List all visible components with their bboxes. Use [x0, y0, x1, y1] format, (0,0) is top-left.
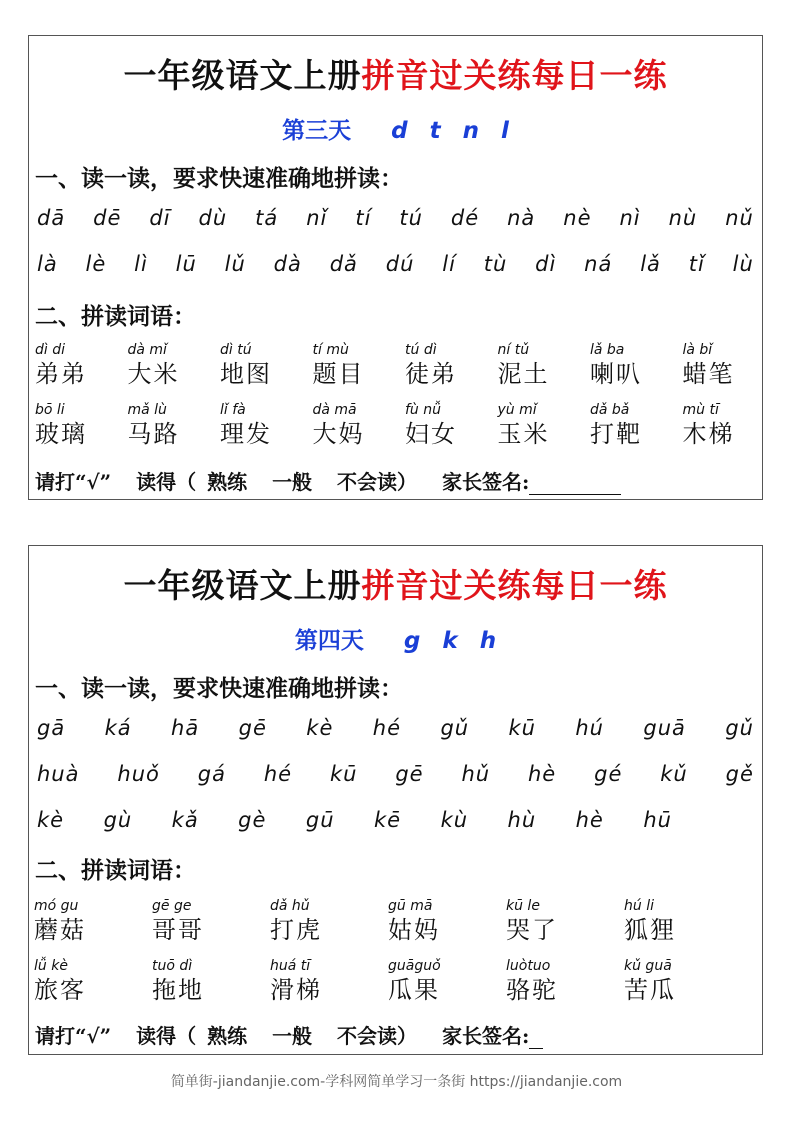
- day-letters: g k h: [403, 628, 497, 654]
- word-characters: 拖地: [152, 976, 204, 1004]
- pinyin-syllable: tǐ: [688, 252, 705, 276]
- pinyin-syllable: tá: [255, 206, 279, 230]
- title-red: 拼音过关练每日一练: [361, 56, 668, 95]
- footer-rating: [35, 1020, 756, 1049]
- pinyin-syllable: kè: [37, 808, 65, 832]
- word-pinyin: mù tī: [682, 402, 719, 418]
- word-pinyin: bō li: [35, 402, 65, 418]
- read-label: 读得（: [136, 1024, 197, 1048]
- word-item: [590, 342, 680, 390]
- title-black: 一年级语文上册: [123, 56, 362, 95]
- pinyin-syllable: lí: [442, 252, 456, 276]
- word-item: [506, 898, 596, 946]
- syllable-row: [37, 716, 754, 740]
- pinyin-syllable: nù: [668, 206, 698, 230]
- pinyin-syllable: hū: [643, 808, 672, 832]
- word-item: [683, 402, 773, 450]
- word-pinyin: yù mǐ: [497, 402, 537, 418]
- word-item: [152, 898, 242, 946]
- pinyin-syllable: huǒ: [117, 762, 160, 786]
- word-characters: 哭了: [506, 916, 558, 944]
- syllable-row: [37, 252, 754, 276]
- syllable-row: [37, 206, 754, 230]
- pinyin-syllable: gě: [725, 762, 754, 786]
- footer-rating: [35, 466, 756, 495]
- word-pinyin: tuō dì: [152, 958, 193, 974]
- pinyin-syllable: lì: [134, 252, 148, 276]
- word-item: [405, 342, 495, 390]
- pinyin-syllable: hè: [528, 762, 557, 786]
- pinyin-syllable: gǔ: [440, 716, 470, 740]
- pinyin-syllable: gé: [594, 762, 623, 786]
- signature-line[interactable]: [529, 476, 621, 495]
- word-pinyin: dì tú: [220, 342, 252, 358]
- syllable-row: [37, 762, 754, 786]
- word-item: [498, 342, 588, 390]
- word-characters: 徒弟: [405, 360, 457, 388]
- word-item: [313, 342, 403, 390]
- mark-instruction: 请打“√”: [35, 470, 112, 494]
- pinyin-syllable: nè: [563, 206, 592, 230]
- word-pinyin: mó gu: [34, 898, 79, 914]
- word-characters: 蜡笔: [682, 360, 735, 388]
- word-characters: 地图: [220, 360, 272, 388]
- word-row: [29, 402, 762, 454]
- pinyin-syllable: huà: [37, 762, 80, 786]
- pinyin-syllable: nà: [507, 206, 536, 230]
- section-words-heading: 二、拼读词语：: [35, 857, 196, 884]
- pinyin-syllable: kè: [306, 716, 334, 740]
- pinyin-syllable: lǔ: [224, 252, 246, 276]
- word-item: [506, 958, 596, 1006]
- pinyin-syllable: guā: [643, 716, 686, 740]
- word-item: [388, 958, 478, 1006]
- pinyin-syllable: hé: [372, 716, 402, 740]
- option-fluent[interactable]: 熟练: [207, 470, 248, 494]
- word-item: [313, 402, 403, 450]
- day-label: [29, 622, 762, 655]
- word-characters: 题目: [312, 360, 365, 388]
- option-cannot[interactable]: 不会读）: [337, 1024, 418, 1048]
- pinyin-syllable: kǔ: [660, 762, 688, 786]
- word-pinyin: ní tǔ: [497, 342, 530, 358]
- pinyin-syllable: lè: [85, 252, 107, 276]
- word-characters: 打虎: [270, 916, 322, 944]
- pinyin-syllable: lù: [732, 252, 754, 276]
- word-item: [683, 342, 773, 390]
- pinyin-syllable: dǎ: [329, 252, 358, 276]
- pinyin-syllable: hè: [575, 808, 604, 832]
- word-characters: 喇叭: [590, 360, 642, 388]
- pinyin-syllable: dē: [93, 206, 122, 230]
- section-read-heading: 一、读一读，要求快速准确地拼读：: [35, 675, 403, 702]
- pinyin-syllable: gā: [37, 716, 66, 740]
- pinyin-syllable: kū: [329, 762, 358, 786]
- read-label: 读得（: [136, 470, 197, 494]
- worksheet-day4: [28, 545, 763, 1055]
- word-characters: 妇女: [405, 420, 457, 448]
- word-item: [152, 958, 242, 1006]
- word-characters: 狐狸: [624, 916, 676, 944]
- option-average[interactable]: 一般: [272, 470, 313, 494]
- word-characters: 滑梯: [270, 976, 322, 1004]
- pinyin-syllable: kǎ: [171, 808, 199, 832]
- word-pinyin: fù nǚ: [405, 402, 441, 418]
- pinyin-syllable: ká: [104, 716, 132, 740]
- word-characters: 泥土: [497, 360, 550, 388]
- word-pinyin: lǚ kè: [34, 958, 68, 974]
- word-item: [270, 958, 360, 1006]
- word-item: [34, 958, 124, 1006]
- word-pinyin: gē ge: [152, 898, 192, 914]
- word-pinyin: kū le: [506, 898, 540, 914]
- pinyin-syllable: gē: [238, 716, 267, 740]
- word-characters: 蘑菇: [34, 916, 86, 944]
- word-item: [498, 402, 588, 450]
- pinyin-syllable: dā: [37, 206, 66, 230]
- word-characters: 旅客: [34, 976, 86, 1004]
- pinyin-syllable: hù: [507, 808, 537, 832]
- word-pinyin: dǎ hǔ: [270, 898, 310, 914]
- word-pinyin: dà mǐ: [127, 342, 167, 358]
- pinyin-syllable: là: [37, 252, 58, 276]
- pinyin-syllable: kē: [374, 808, 402, 832]
- word-pinyin: dǎ bǎ: [590, 402, 630, 418]
- pinyin-syllable: kù: [440, 808, 469, 832]
- word-row: [29, 342, 762, 394]
- worksheet-title: [29, 560, 762, 607]
- word-characters: 姑妈: [388, 916, 440, 944]
- pinyin-syllable: dì: [535, 252, 557, 276]
- word-item: [270, 898, 360, 946]
- word-characters: 玉米: [497, 420, 550, 448]
- pinyin-syllable: tù: [483, 252, 508, 276]
- word-item: [35, 402, 125, 450]
- syllable-row: [37, 808, 672, 832]
- word-pinyin: gū mā: [388, 898, 433, 914]
- parent-sign-label: 家长签名:: [442, 470, 530, 494]
- pinyin-syllable: gū: [305, 808, 335, 832]
- pinyin-syllable: dú: [385, 252, 415, 276]
- worksheet-title: [29, 50, 762, 97]
- pinyin-syllable: tí: [355, 206, 372, 230]
- word-pinyin: luòtuo: [506, 958, 551, 974]
- day-number: 第三天: [282, 118, 352, 144]
- word-item: [405, 402, 495, 450]
- word-pinyin: huá tī: [270, 958, 311, 974]
- pinyin-syllable: gǔ: [725, 716, 754, 740]
- pinyin-syllable: dù: [198, 206, 228, 230]
- word-pinyin: tí mù: [312, 342, 349, 358]
- word-item: [220, 402, 310, 450]
- word-characters: 马路: [127, 420, 180, 448]
- pinyin-syllable: gá: [197, 762, 226, 786]
- parent-sign-label: 家长签名:: [442, 1024, 530, 1048]
- word-characters: 弟弟: [35, 360, 87, 388]
- mark-instruction: 请打“√”: [35, 1024, 112, 1048]
- title-black: 一年级语文上册: [123, 566, 362, 605]
- word-item: [128, 342, 218, 390]
- word-characters: 木梯: [682, 420, 735, 448]
- word-item: [220, 342, 310, 390]
- word-pinyin: lǎ ba: [590, 342, 625, 358]
- option-fluent[interactable]: 熟练: [207, 1024, 248, 1048]
- title-red: 拼音过关练每日一练: [361, 566, 668, 605]
- word-characters: 打靶: [590, 420, 642, 448]
- pinyin-syllable: lū: [175, 252, 197, 276]
- word-pinyin: tú dì: [405, 342, 437, 358]
- word-characters: 大妈: [312, 420, 365, 448]
- word-item: [388, 898, 478, 946]
- word-item: [34, 898, 124, 946]
- pinyin-syllable: tú: [399, 206, 423, 230]
- word-characters: 玻璃: [35, 420, 87, 448]
- pinyin-syllable: dà: [273, 252, 302, 276]
- pinyin-syllable: hú: [575, 716, 604, 740]
- worksheet-day3: [28, 35, 763, 500]
- word-pinyin: lǐ fà: [220, 402, 246, 418]
- word-pinyin: guāguǒ: [388, 958, 441, 974]
- word-pinyin: hú li: [624, 898, 654, 914]
- pinyin-syllable: dé: [450, 206, 480, 230]
- pinyin-syllable: kū: [508, 716, 536, 740]
- word-item: [624, 958, 714, 1006]
- section-words-heading: 二、拼读词语：: [35, 303, 196, 330]
- day-label: [29, 112, 762, 145]
- word-item: [590, 402, 680, 450]
- word-pinyin: dì di: [35, 342, 66, 358]
- word-pinyin: mǎ lù: [127, 402, 167, 418]
- pinyin-syllable: nǔ: [725, 206, 754, 230]
- word-characters: 苦瓜: [624, 976, 676, 1004]
- signature-line[interactable]: [529, 1030, 543, 1049]
- pinyin-syllable: lǎ: [640, 252, 661, 276]
- word-pinyin: là bǐ: [682, 342, 713, 358]
- word-item: [128, 402, 218, 450]
- pinyin-syllable: gù: [103, 808, 133, 832]
- day-number: 第四天: [294, 628, 364, 654]
- pinyin-syllable: nì: [619, 206, 641, 230]
- pinyin-syllable: hā: [171, 716, 200, 740]
- word-item: [35, 342, 125, 390]
- pinyin-syllable: gè: [238, 808, 267, 832]
- word-characters: 哥哥: [152, 916, 204, 944]
- option-average[interactable]: 一般: [272, 1024, 313, 1048]
- word-row: [29, 898, 762, 950]
- word-pinyin: dà mā: [312, 402, 357, 418]
- day-letters: d t n l: [391, 118, 509, 144]
- word-pinyin: kǔ guā: [624, 958, 672, 974]
- pinyin-syllable: gē: [395, 762, 424, 786]
- word-row: [29, 958, 762, 1010]
- pinyin-syllable: nǐ: [306, 206, 328, 230]
- pinyin-syllable: hǔ: [461, 762, 491, 786]
- site-footer[interactable]: 简单街-jiandanjie.com-学科网简单学习一条街 https://jiandanjie.com: [170, 1074, 623, 1090]
- option-cannot[interactable]: 不会读）: [337, 470, 418, 494]
- pinyin-syllable: hé: [263, 762, 293, 786]
- word-characters: 瓜果: [388, 976, 440, 1004]
- pinyin-syllable: ná: [584, 252, 613, 276]
- word-characters: 理发: [220, 420, 272, 448]
- pinyin-syllable: dī: [149, 206, 171, 230]
- word-characters: 大米: [127, 360, 180, 388]
- word-item: [624, 898, 714, 946]
- section-read-heading: 一、读一读，要求快速准确地拼读：: [35, 165, 403, 192]
- word-characters: 骆驼: [506, 976, 558, 1004]
